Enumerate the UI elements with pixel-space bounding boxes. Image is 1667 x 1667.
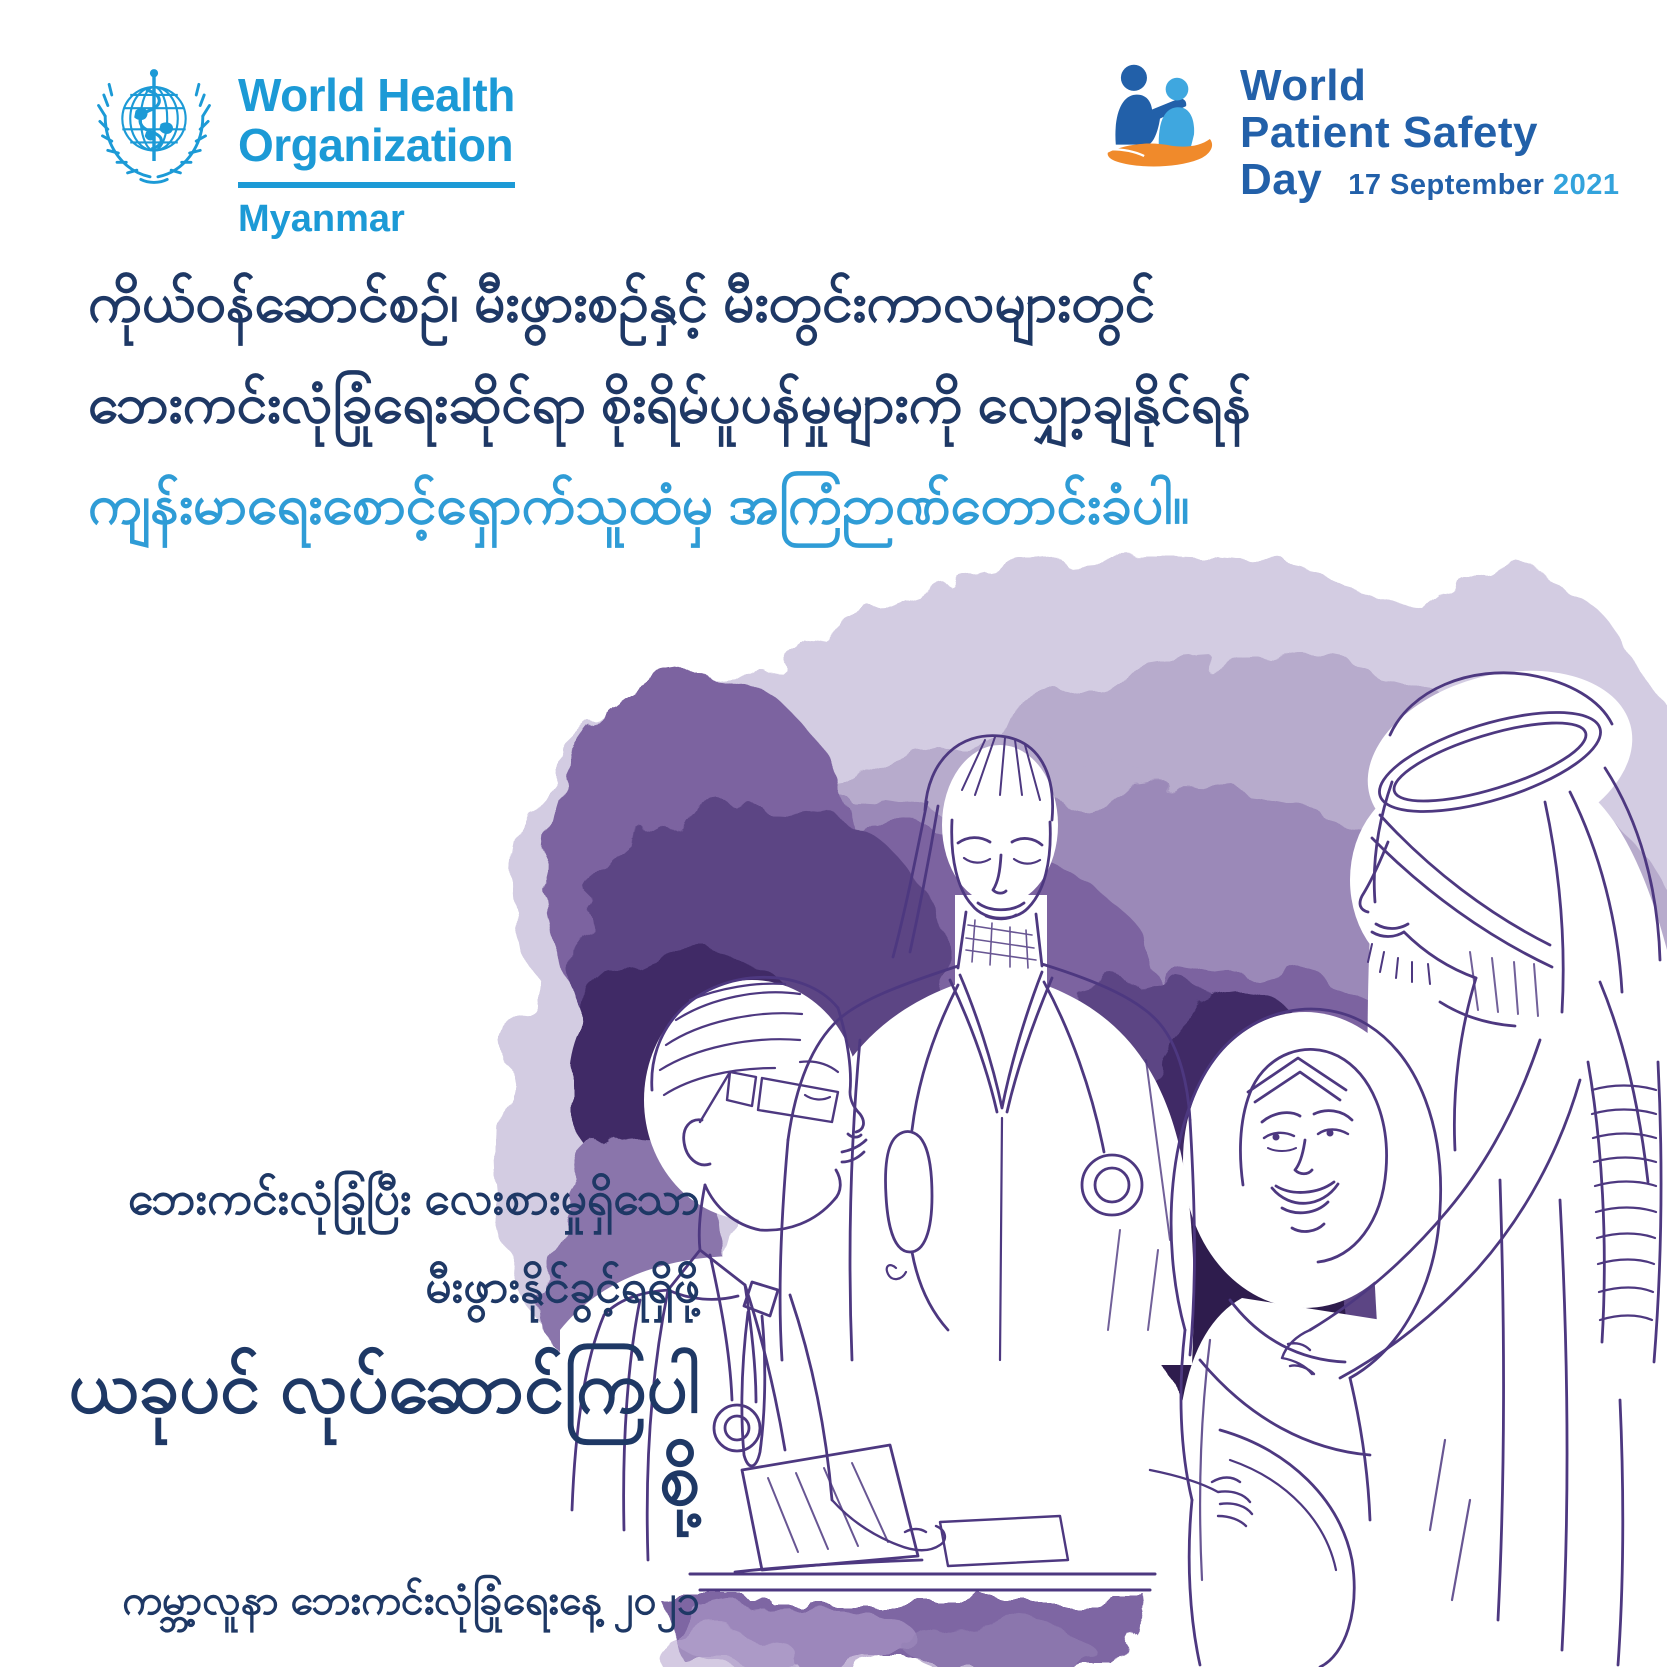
wpsd-title-line3: Day — [1240, 155, 1323, 204]
slogan-line-4: ကမ္ဘာ့လူနာ ဘေးကင်းလုံခြုံရေးနေ့ ၂၀၂၁ — [121, 1577, 700, 1623]
who-emblem-icon — [88, 58, 220, 190]
slogan-line-1: ဘေးကင်းလုံခြုံပြီး လေးစားမှုရှိသော — [127, 1172, 700, 1224]
who-logo — [88, 58, 515, 241]
wpsd-date — [1348, 169, 1619, 202]
headline-line-1: ကိုယ်ဝန်ဆောင်စဉ်၊ မီးဖွားစဉ်နှင့် မီးတွင်းကာလများတွင် — [88, 271, 1156, 333]
wpsd-people-hand-icon — [1092, 52, 1228, 192]
headline-line-3: ကျန်းမာရေးစောင့်ရှောက်သူထံမှ အကြံဉာဏ်တောင်းခံပါ။ — [88, 473, 1190, 535]
slogan-block — [35, 1168, 700, 1628]
headline — [88, 252, 1608, 555]
slogan-line-3: ယခုပင် လုပ်ဆောင်ကြပါစို့ — [68, 1348, 700, 1520]
wpsd-date-year: 2021 — [1552, 169, 1620, 201]
wpsd-title-line1: World — [1240, 61, 1367, 110]
who-name-line1: World Health — [238, 69, 515, 121]
slogan-line-2: မီးဖွားနိုင်ခွင့်ရရှိဖို့ — [425, 1260, 700, 1312]
headline-line-2: ဘေးကင်းလုံခြုံရေးဆိုင်ရာ စိုးရိမ်ပူပန်မှုများကို လျှော့ချနိုင်ရန် — [88, 372, 1252, 434]
wpsd-date-prefix: 17 September — [1348, 169, 1545, 201]
who-country: Myanmar — [238, 198, 405, 240]
who-name-line2: Organization — [238, 119, 514, 171]
wpsd-title-line2: Patient Safety — [1240, 108, 1538, 157]
table-front-wash — [660, 1600, 1150, 1667]
who-name — [238, 70, 515, 188]
wpsd-logo — [1092, 52, 1620, 203]
